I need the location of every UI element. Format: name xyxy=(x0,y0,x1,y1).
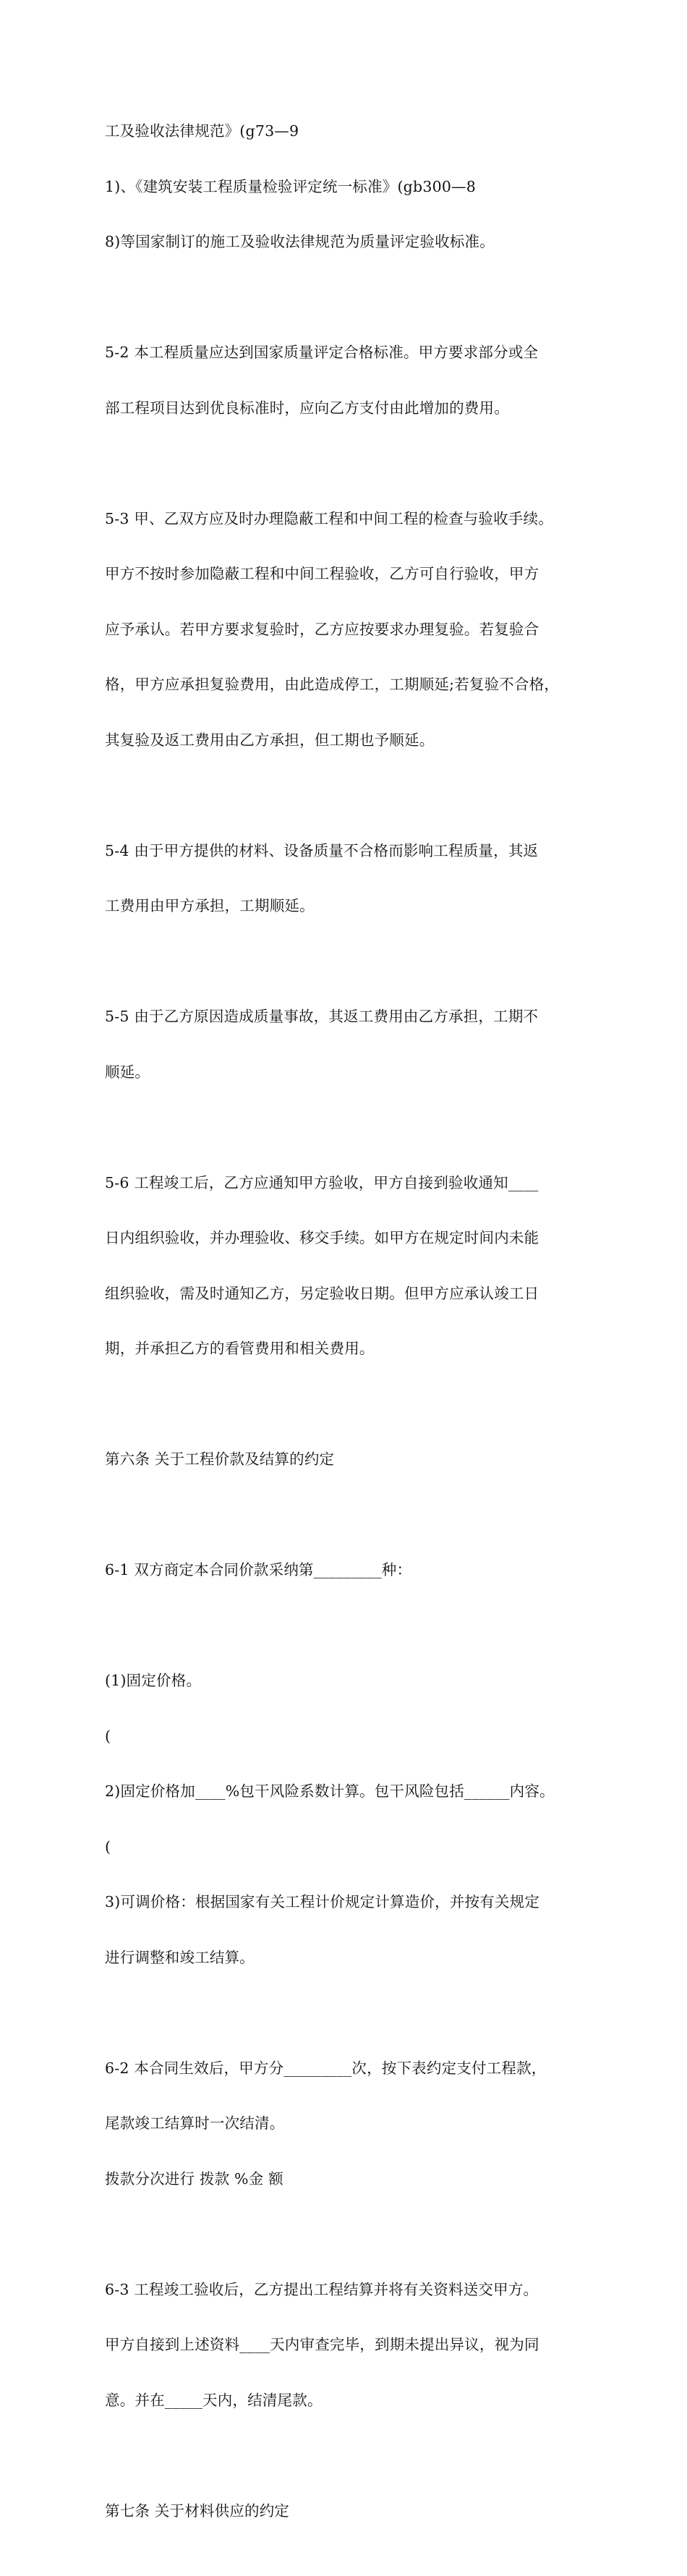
text-line: 6-3 工程竣工验收后，乙方提出工程结算并将有关资料送交甲方。 xyxy=(105,2280,539,2298)
text-line: 尾款竣工结算时一次结清。 xyxy=(105,2114,285,2132)
text-line: 顺延。 xyxy=(105,1063,150,1081)
paragraph-5-6 xyxy=(105,1137,597,1395)
text-line: 5-2 本工程质量应达到国家质量评定合格标准。甲方要求部分或全 xyxy=(105,344,539,361)
paragraph-quality-standards xyxy=(105,85,597,289)
text-line: 5-5 由于乙方原因造成质量事故，其返工费用由乙方承担，工期不 xyxy=(105,1008,539,1025)
paragraph-5-4 xyxy=(105,805,597,953)
text-line: 6-1 双方商定本合同价款采纳第_________种： xyxy=(105,1561,412,1578)
text-line: ( xyxy=(105,1727,111,1745)
text-line: 期，并承担乙方的看管费用和相关费用。 xyxy=(105,1340,375,1357)
text-line: 6-2 本合同生效后，甲方分_________次，按下表约定支付工程款， xyxy=(105,2059,547,2077)
text-line: 部工程项目达到优良标准时，应向乙方支付由此增加的费用。 xyxy=(105,399,509,417)
text-line: 5-4 由于甲方提供的材料、设备质量不合格而影响工程质量，其返 xyxy=(105,841,539,859)
text-line: 5-6 工程竣工后，乙方应通知甲方验收，甲方自接到验收通知____ xyxy=(105,1173,539,1191)
paragraph-5-3 xyxy=(105,473,597,787)
text-line: 甲方自接到上述资料____天内审查完毕，到期未提出异议，视为同 xyxy=(105,2336,539,2353)
heading-line: 第六条 关于工程价款及结算的约定 xyxy=(105,1450,335,1468)
paragraph-5-2 xyxy=(105,307,597,454)
text-line: 工及验收法律规范》(g73—9 xyxy=(105,122,299,140)
paragraph-6-1 xyxy=(105,1524,597,1617)
text-line: 8)等国家制订的施工及验收法律规范为质量评定验收标准。 xyxy=(105,233,495,250)
text-line: 2)固定价格加____%包干风险系数计算。包干风险包括______内容。 xyxy=(105,1782,555,1800)
text-line: 甲方不按时参加隐蔽工程和中间工程验收，乙方可自行验收，甲方 xyxy=(105,565,539,582)
text-line: 拨款分次进行 拨款 %金 额 xyxy=(105,2169,283,2188)
text-line: 应予承认。若甲方要求复验时，乙方应按要求办理复验。若复验合 xyxy=(105,620,539,638)
paragraph-6-2 xyxy=(105,2023,597,2226)
text-line: (1)固定价格。 xyxy=(105,1672,202,1689)
heading-line: 第七条 关于材料供应的约定 xyxy=(105,2501,290,2520)
paragraph-5-5 xyxy=(105,971,597,1118)
text-line: 其复验及返工费用由乙方承担，但工期也予顺延。 xyxy=(105,731,435,749)
paragraph-6-3 xyxy=(105,2244,597,2447)
text-line: 格，甲方应承担复验费用，由此造成停工，工期顺延;若复验不合格， xyxy=(105,676,560,693)
text-line: 3)可调价格：根据国家有关工程计价规定计算造价，并按有关规定 xyxy=(105,1893,540,1910)
text-line: 组织验收，需及时通知乙方，另定验收日期。但甲方应承认竣工日 xyxy=(105,1284,539,1302)
document-page xyxy=(105,85,597,2576)
text-line: ( xyxy=(105,1837,111,1856)
text-line: 意。并在_____天内，结清尾款。 xyxy=(105,2391,323,2409)
section-heading-article-7 xyxy=(105,2465,597,2558)
text-line: 5-3 甲、乙双方应及时办理隐蔽工程和中间工程的检查与验收手续。 xyxy=(105,509,553,527)
paragraph-price-options xyxy=(105,1635,597,2004)
section-heading-article-6 xyxy=(105,1414,597,1506)
text-line: 日内组织验收，并办理验收、移交手续。如甲方在规定时间内未能 xyxy=(105,1229,539,1246)
text-line: 1)、《建筑安装工程质量检验评定统一标准》(gb300—8 xyxy=(105,177,477,195)
text-line: 工费用由甲方承担，工期顺延。 xyxy=(105,897,315,914)
text-line: 进行调整和竣工结算。 xyxy=(105,1948,255,1966)
